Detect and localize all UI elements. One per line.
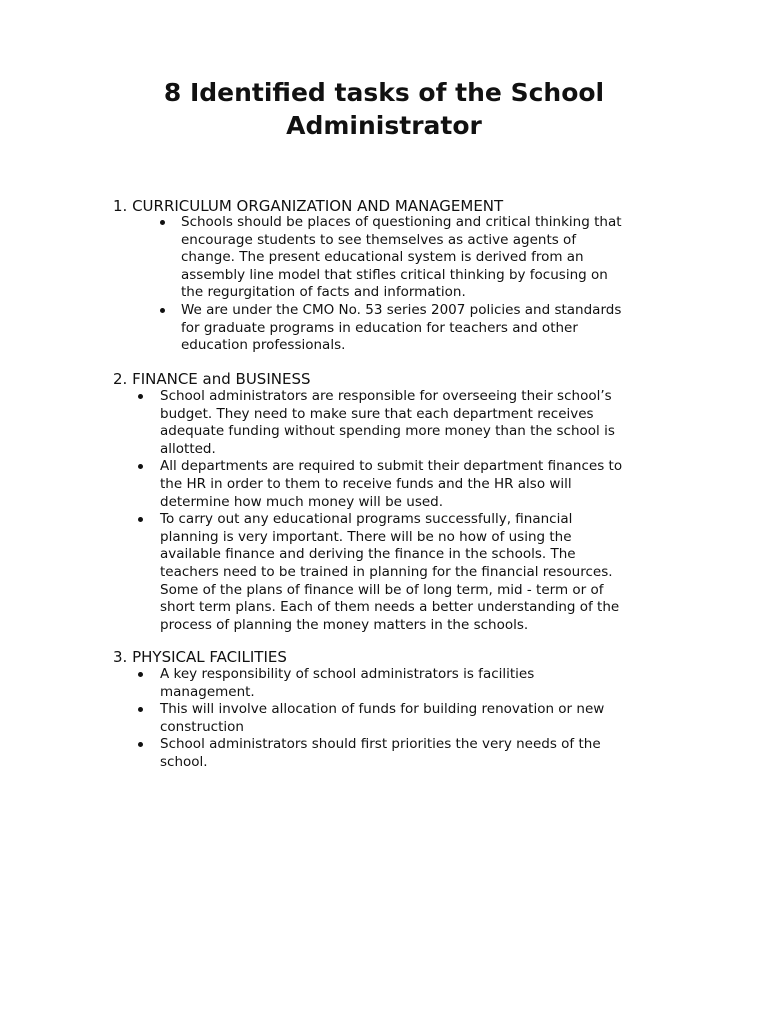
text-line: teachers need to be trained in planning for the financial resources. (160, 563, 613, 580)
bullet-text (160, 666, 685, 701)
text-line: the regurgitation of facts and information. (181, 284, 466, 301)
section-heading: 2. FINANCE and BUSINESS (113, 370, 311, 388)
text-line: A key responsibility of school administrators is facilities (160, 666, 535, 682)
bullet-text (160, 701, 685, 736)
list-item (160, 511, 685, 634)
text-line: assembly line model that stifles critical thinking by focusing on (181, 266, 608, 283)
bullet-text (181, 302, 681, 355)
text-line: Schools should be places of questioning and critical thinking that (181, 214, 622, 230)
text-line: management. (160, 683, 255, 700)
list-item (160, 666, 685, 701)
list-item (160, 388, 685, 458)
list-item (160, 736, 685, 771)
list-item (160, 701, 685, 736)
bullet-text (181, 214, 681, 302)
text-line: We are under the CMO No. 53 series 2007 policies and standards (181, 301, 622, 318)
section-heading: 3. PHYSICAL FACILITIES (113, 648, 287, 666)
document-title-line: Administrator (286, 111, 482, 140)
bullet-text (160, 511, 685, 634)
text-line: Some of the plans of finance will be of long term, mid - term or of (160, 581, 604, 598)
document-title-line: 8 Identified tasks of the School (163, 78, 605, 107)
text-line: School administrators are responsible for overseeing their school’s (160, 388, 612, 404)
bullet-text (160, 388, 685, 458)
text-line: construction (160, 718, 244, 735)
text-line: allotted. (160, 440, 216, 457)
list-item (181, 302, 681, 355)
text-line: All departments are required to submit their department finances to (160, 458, 623, 475)
text-line: school. (160, 753, 208, 770)
list-item (160, 458, 685, 511)
document-title (0, 76, 768, 142)
text-line: encourage students to see themselves as active agents of (181, 231, 577, 248)
text-line: change. The present educational system is derived from an (181, 249, 584, 266)
section-heading: 1. CURRICULUM ORGANIZATION AND MANAGEMENT (113, 197, 504, 215)
text-line: To carry out any educational programs successfully, financial (160, 511, 573, 528)
text-line: education professionals. (181, 337, 346, 354)
bullet-text (160, 458, 685, 511)
bullet-icon (138, 464, 143, 469)
bullet-list (160, 388, 685, 634)
bullet-text (160, 736, 685, 771)
text-line: budget. They need to make sure that each department receives (160, 405, 594, 422)
text-line: planning is very important. There will be no how of using the (160, 528, 572, 545)
bullet-icon (160, 220, 165, 225)
text-line: This will involve allocation of funds for building renovation or new (160, 701, 605, 718)
text-line: short term plans. Each of them needs a better understanding of the (160, 599, 620, 616)
list-item (181, 214, 681, 302)
text-line: available finance and deriving the finance in the schools. The (160, 546, 576, 563)
text-line: determine how much money will be used. (160, 493, 444, 510)
text-line: adequate funding without spending more money than the school is (160, 423, 615, 440)
bullet-list (160, 666, 685, 772)
bullet-icon (138, 707, 143, 712)
bullet-icon (138, 672, 143, 677)
text-line: the HR in order to them to receive funds and the HR also will (160, 475, 572, 492)
bullet-icon (138, 742, 143, 747)
bullet-icon (138, 517, 143, 522)
bullet-icon (160, 308, 165, 313)
text-line: for graduate programs in education for teachers and other (181, 319, 578, 336)
text-line: process of planning the money matters in the schools. (160, 616, 529, 633)
bullet-icon (138, 394, 143, 399)
text-line: School administrators should first priorities the very needs of the (160, 736, 601, 753)
bullet-list (181, 214, 681, 355)
